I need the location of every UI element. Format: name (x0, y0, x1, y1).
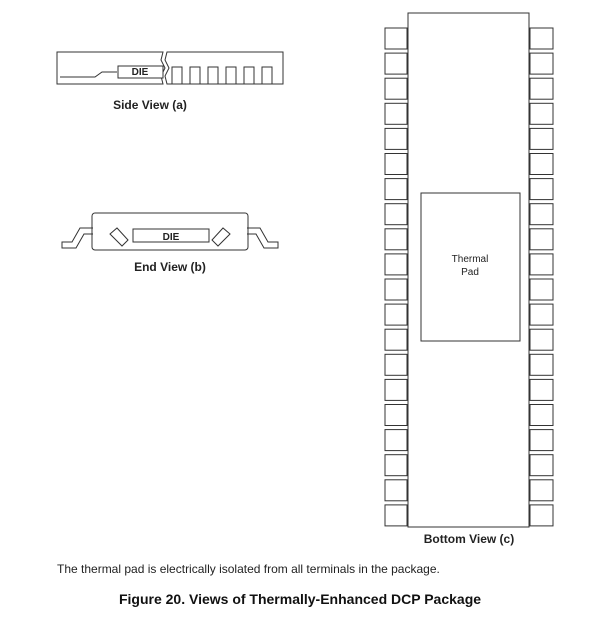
end-view-caption: End View (b) (134, 260, 206, 274)
bottom-pin-right (530, 128, 553, 149)
bottom-pin-right (530, 505, 553, 526)
side-pin (262, 67, 272, 84)
bottom-pin-left (385, 304, 407, 325)
bottom-pin-left (385, 430, 407, 451)
bottom-pin-left (385, 179, 407, 200)
thermal-pad-note: The thermal pad is electrically isolated from all terminals in the package. (57, 562, 440, 576)
bottom-pin-right (530, 179, 553, 200)
bottom-view-caption: Bottom View (c) (423, 532, 515, 546)
bottom-pin-right (530, 279, 553, 300)
side-pin (172, 67, 182, 84)
side-lead-frame (60, 72, 117, 77)
end-die-label: DIE (162, 232, 180, 243)
bottom-pin-left (385, 405, 407, 426)
bottom-pin-right (530, 78, 553, 99)
bottom-pin-left (385, 480, 407, 501)
bottom-pin-left (385, 78, 407, 99)
bottom-pin-right (530, 455, 553, 476)
bottom-pin-left (385, 128, 407, 149)
bottom-pin-right (530, 254, 553, 275)
side-pins (172, 67, 272, 84)
bottom-pin-right (530, 154, 553, 175)
bottom-pin-left (385, 329, 407, 350)
bottom-pin-right (530, 329, 553, 350)
bottom-pin-right (530, 354, 553, 375)
side-die-label: DIE (131, 67, 149, 78)
end-left-inner-lead (110, 228, 128, 246)
thermal-pad-label-line1: Thermal (451, 254, 489, 265)
side-view-caption: Side View (a) (113, 98, 187, 112)
bottom-pin-right (530, 480, 553, 501)
figure-caption: Figure 20. Views of Thermally-Enhanced DCP Package (118, 591, 482, 607)
side-pin (208, 67, 218, 84)
thermal-pad-label-line2: Pad (461, 267, 479, 278)
bottom-pin-right (530, 53, 553, 74)
bottom-pin-right (530, 204, 553, 225)
side-view (57, 52, 283, 84)
bottom-pin-right (530, 379, 553, 400)
side-pin (244, 67, 254, 84)
bottom-pin-left (385, 53, 407, 74)
bottom-pin-left (385, 229, 407, 250)
bottom-pin-left (385, 28, 407, 49)
bottom-pin-right (530, 103, 553, 124)
bottom-pin-left (385, 103, 407, 124)
bottom-pin-right (530, 430, 553, 451)
bottom-left-pins (385, 28, 407, 526)
bottom-pin-left (385, 455, 407, 476)
side-pin (226, 67, 236, 84)
bottom-pin-left (385, 254, 407, 275)
bottom-pin-left (385, 204, 407, 225)
end-left-lead (62, 228, 93, 248)
side-pin (190, 67, 200, 84)
end-right-lead (247, 228, 278, 248)
bottom-pin-right (530, 405, 553, 426)
bottom-pin-left (385, 154, 407, 175)
bottom-pin-left (385, 279, 407, 300)
bottom-pin-right (530, 229, 553, 250)
end-right-inner-lead (212, 228, 230, 246)
bottom-pin-right (530, 304, 553, 325)
bottom-pin-left (385, 505, 407, 526)
bottom-pin-left (385, 354, 407, 375)
bottom-right-pins (530, 28, 553, 526)
side-body-right (165, 52, 283, 84)
bottom-pin-left (385, 379, 407, 400)
bottom-pin-right (530, 28, 553, 49)
